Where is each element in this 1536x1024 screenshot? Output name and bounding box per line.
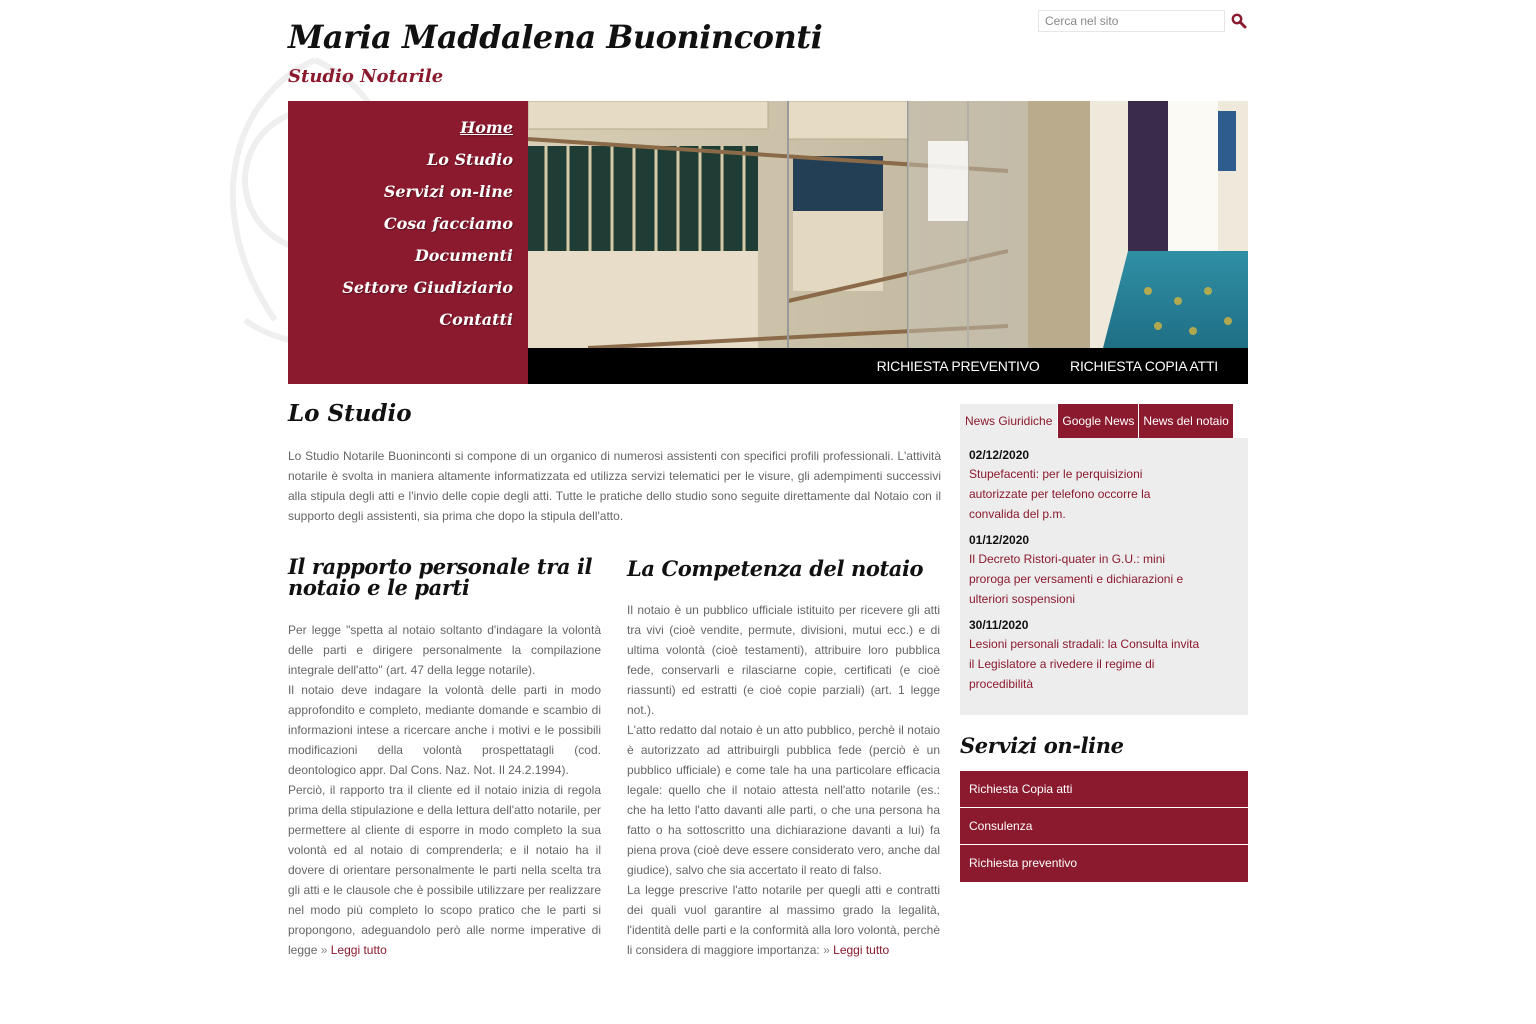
- news-date: 30/11/2020: [969, 618, 1029, 632]
- article-title: La Competenza del notaio: [627, 556, 924, 581]
- article-paragraph-last: [288, 780, 601, 960]
- main-nav: [288, 101, 528, 384]
- nav-item-home[interactable]: Home: [460, 118, 513, 137]
- news-item: [969, 531, 1239, 609]
- article-paragraph: Il notaio deve indagare la volontà delle parti in modo approfondito e completo, mediante domande e scambio di informazioni intese a ricercare anche i motivi e le possibili modificazioni della volontà prospettatagli (cod. deontologico appr. Dal Cons. Naz. Not. Il 24.2.1994).: [288, 683, 601, 777]
- tab-news-giuridiche[interactable]: News Giuridiche: [960, 404, 1057, 438]
- article-paragraph: Il notaio è un pubblico ufficiale istituito per ricevere gli atti tra vivi (cioè vendite, permute, divisioni, mutui ecc.) e di ultima volontà (cioè testamenti), attribuire loro pubblica fede, conservarli e rilasciarne copie, certificati (e cioè riassunti) ed estratti (e cioè copie parziali) (art. 1 legge not.).: [627, 603, 940, 717]
- hero-image-archive-shelves: [528, 101, 1248, 348]
- service-richiesta-copia-atti[interactable]: Richiesta Copia atti: [960, 771, 1248, 808]
- news-item: [969, 616, 1239, 694]
- nav-item-contatti[interactable]: Contatti: [439, 310, 513, 329]
- read-more-link[interactable]: Leggi tutto: [330, 943, 387, 957]
- intro-paragraph: Lo Studio Notarile Buoninconti si compone di un organico di numerosi assistenti con specifici profili professionali. L'attività notarile è svolta in maniera altamente informatizzata ed utilizza servizi telematici per le visure, gli adempimenti successivi alla stipula degli atti e l'invio delle copie degli atti. Tutte le pratiche dello studio sono seguite direttamente dal Notaio con il supporto degli assistenti, sia prima che dopo la stipula dell'atto.: [288, 449, 941, 523]
- richiesta-preventivo-link[interactable]: RICHIESTA PREVENTIVO: [876, 358, 1040, 374]
- article-paragraph-text: La legge prescrive l'atto notarile per quegli atti e contratti dei quali vuol garantire al massimo grado la legalità, l'identità delle parti e la conformità alla loro volontà, perchè li considera di maggiore importanza:: [627, 883, 940, 957]
- news-panel: [960, 438, 1248, 715]
- nav-item-cosa-facciamo[interactable]: Cosa facciamo: [383, 214, 513, 233]
- news-title-link[interactable]: Stupefacenti: per le perquisizioni autorizzate per telefono occorre la convalida del p.m.: [969, 467, 1151, 521]
- page-title: Lo Studio: [288, 400, 412, 427]
- article-paragraph: L'atto redatto dal notaio è un atto pubblico, perchè il notaio è autorizzato ad attribuirgli pubblica fede (perciò è un pubblico ufficiale) e come tale ha una particolare efficacia legale: quello che il notaio attesta nell'atto notarile (es.: che ha letto l'atto davanti alle parti, o che una persona ha fatto o ha sottoscritto una dichiarazione davanti a lui) fa piena prova (cioè deve essere considerato vero, anche dal giudice), salvo che sia accertato il reato di falso.: [627, 723, 940, 877]
- site-subtitle: Studio Notarile: [288, 66, 444, 87]
- article-paragraph: Per legge "spetta al notaio soltanto d'indagare la volontà delle parti e dirigere personalmente la compilazione integrale dell'atto" (art. 47 della legge notarile).: [288, 623, 601, 677]
- article-rapporto-personale: [288, 556, 601, 960]
- search-icon[interactable]: [1231, 13, 1247, 29]
- search-input[interactable]: [1038, 10, 1225, 32]
- read-more-link[interactable]: Leggi tutto: [833, 943, 890, 957]
- article-competenza-notaio: [627, 556, 940, 960]
- nav-item-documenti[interactable]: Documenti: [414, 246, 513, 265]
- sidebar: [960, 404, 1248, 882]
- article-paragraph-text: Perciò, il rapporto tra il cliente ed il notaio inizia di regola prima della stipulazione e della lettura dell'atto notarile, per permettere al cliente di esporre in modo completo la sua volontà ed al notaio di comprenderla; e il notaio ha il dovere di orientare personalmente le parti nella scelta tra gli atti e le clausole che è possibile utilizzare per realizzare nel modo più completo lo scopo pratico che le parti si propongono, adeguandolo però alle norme imperative di legge: [288, 783, 601, 957]
- service-richiesta-preventivo[interactable]: Richiesta preventivo: [960, 845, 1248, 882]
- services-list: [960, 771, 1248, 882]
- hero: [288, 101, 1248, 384]
- site-title[interactable]: Maria Maddalena Buoninconti: [288, 18, 823, 56]
- news-item: [969, 446, 1239, 524]
- service-consulenza[interactable]: Consulenza: [960, 808, 1248, 845]
- article-title: Il rapporto personale tra il notaio e le parti: [288, 554, 593, 600]
- services-title: Servizi on-line: [960, 733, 1124, 758]
- news-title-link[interactable]: Il Decreto Ristori-quater in G.U.: mini proroga per versamenti e dichiarazioni e ulteriori sospensioni: [969, 552, 1184, 606]
- tab-google-news[interactable]: Google News: [1057, 404, 1138, 438]
- news-tabs: [960, 404, 1248, 438]
- raquo-icon: »: [320, 943, 328, 957]
- search-form: [1038, 10, 1248, 32]
- news-date: 02/12/2020: [969, 448, 1030, 462]
- richiesta-copia-atti-link[interactable]: RICHIESTA COPIA ATTI: [1070, 358, 1218, 374]
- nav-item-settore-giudiziario[interactable]: Settore Giudiziario: [342, 278, 513, 297]
- nav-item-lo-studio[interactable]: Lo Studio: [426, 150, 513, 169]
- news-date: 01/12/2020: [969, 533, 1030, 547]
- nav-item-servizi-online[interactable]: Servizi on-line: [383, 182, 513, 201]
- quick-links-bar: [528, 348, 1248, 384]
- article-paragraph-last: [627, 880, 940, 960]
- tab-news-del-notaio[interactable]: News del notaio: [1138, 404, 1232, 438]
- raquo-icon: »: [823, 943, 830, 957]
- news-title-link[interactable]: Lesioni personali stradali: la Consulta invita il Legislatore a rivedere il regime di procedibilità: [969, 637, 1200, 691]
